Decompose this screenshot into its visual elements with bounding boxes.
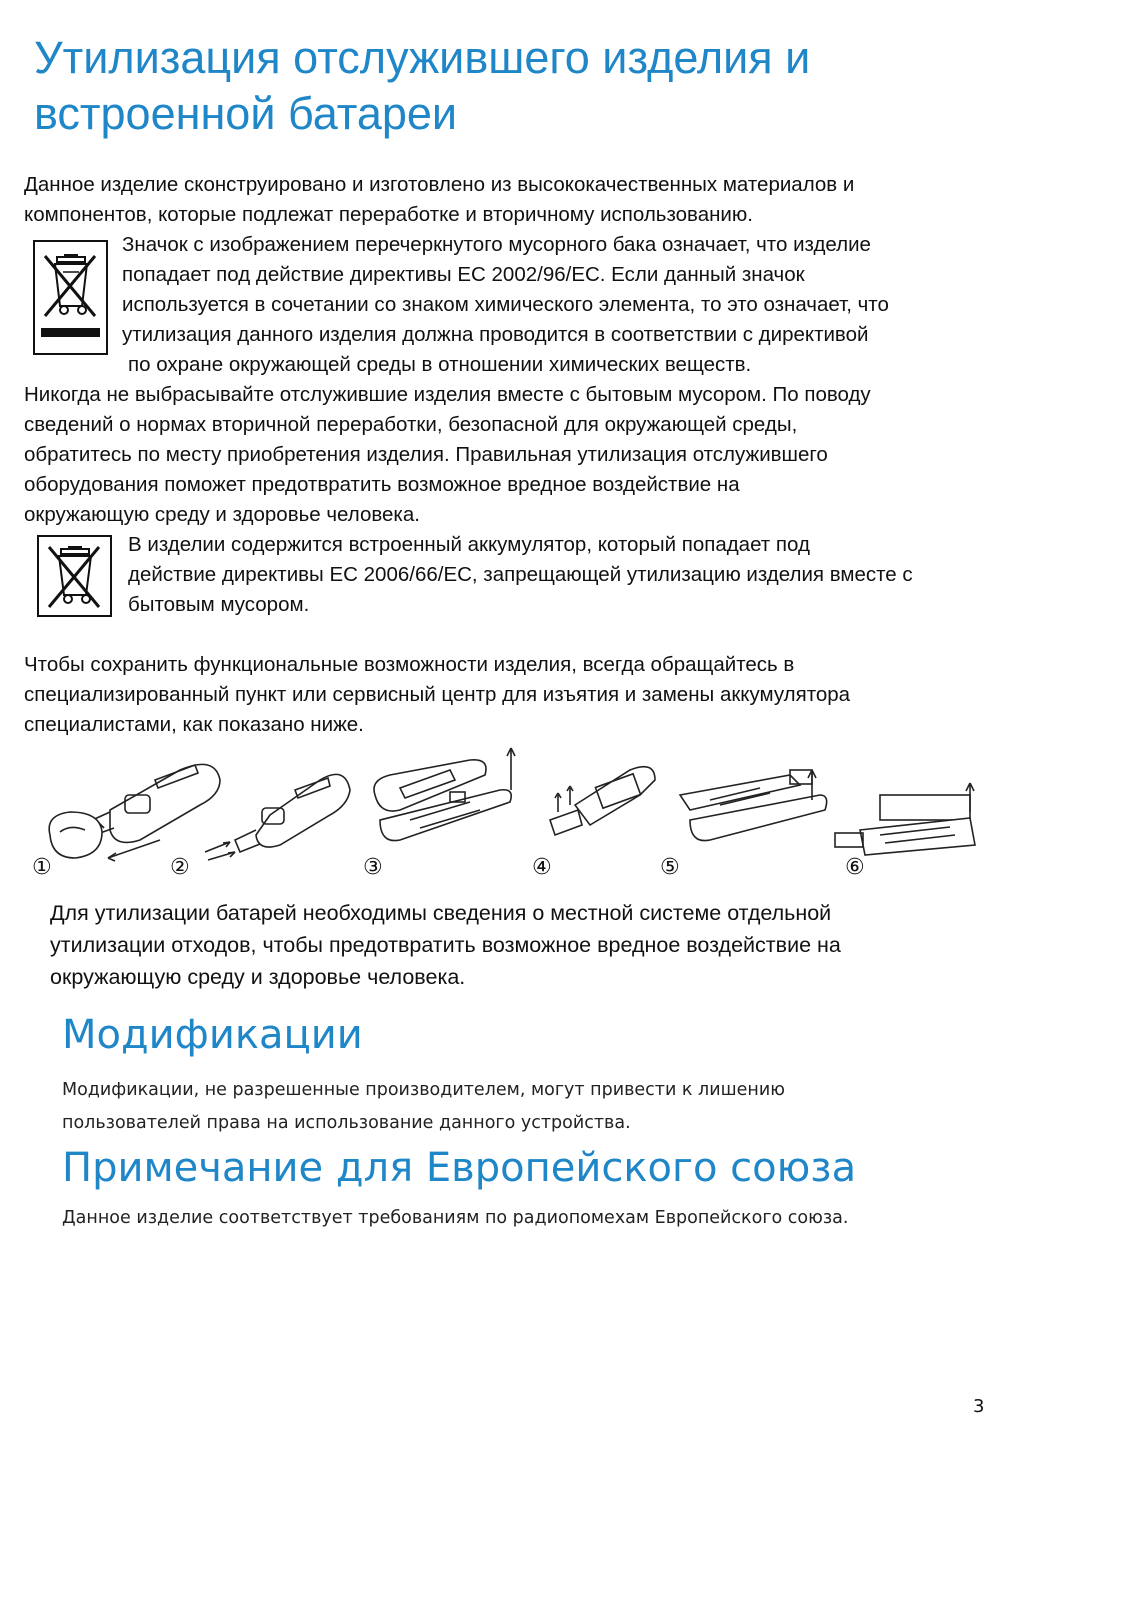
modifications-line-2: пользователей права на использование данного устройства. — [62, 1113, 631, 1133]
disposal-line-1: Никогда не выбрасывайте отслужившие изделия вместе с бытовым мусором. По поводу — [24, 383, 871, 406]
intro-line-2: компонентов, которые подлежат переработке и вторичному использованию. — [24, 203, 753, 226]
intro-paragraph — [24, 170, 854, 230]
step-number-2: ② — [170, 855, 190, 880]
step-number-5: ⑤ — [660, 855, 680, 880]
eu-heading: Примечание для Европейского союза — [62, 1145, 857, 1191]
local-disposal-paragraph — [50, 897, 841, 993]
title-line-2: встроенной батареи — [34, 88, 458, 139]
step-6-drawing — [835, 783, 975, 855]
service-line-1: Чтобы сохранить функциональные возможности изделия, всегда обращайтесь в — [24, 653, 795, 676]
disposal-line-5: окружающую среду и здоровье человека. — [24, 503, 420, 526]
disposal-line-2: сведений о нормах вторичной переработки, безопасной для окружающей среды, — [24, 413, 798, 436]
page-title — [34, 30, 1094, 142]
weee-line-4: утилизация данного изделия должна проводится в соответствии с директивой — [122, 323, 869, 346]
disposal-line-4: оборудования поможет предотвратить возможное вредное воздействие на — [24, 473, 740, 496]
service-line-3: специалистами, как показано ниже. — [24, 713, 364, 736]
local-line-3: окружающую среду и здоровье человека. — [50, 965, 466, 989]
step-2-drawing — [205, 774, 350, 860]
weee-line-2: попадает под действие директивы ЕС 2002/96/EC. Если данный значок — [122, 263, 805, 286]
step-4-drawing — [550, 767, 655, 835]
modifications-line-1: Модификации, не разрешенные производителем, могут привести к лишению — [62, 1080, 785, 1100]
eu-line-1: Данное изделие соответствует требованиям по радиопомехам Европейского союза. — [62, 1208, 849, 1228]
service-line-2: специализированный пункт или сервисный центр для изъятия и замены аккумулятора — [24, 683, 851, 706]
step-number-4: ④ — [532, 855, 552, 880]
step-number-3: ③ — [363, 855, 383, 880]
page-number: 3 — [973, 1396, 985, 1417]
step-1-drawing — [49, 764, 220, 861]
battery-paragraph — [128, 530, 913, 620]
modifications-heading: Модификации — [62, 1012, 363, 1058]
battery-line-3: бытовым мусором. — [128, 593, 310, 616]
local-line-1: Для утилизации батарей необходимы сведения о местной системе отдельной — [50, 901, 832, 925]
battery-line-1: В изделии содержится встроенный аккумулятор, который попадает под — [128, 533, 810, 556]
step-5-drawing — [680, 770, 827, 841]
step-number-6: ⑥ — [845, 855, 865, 880]
battery-bin-icon — [37, 535, 112, 617]
eu-paragraph — [62, 1202, 848, 1235]
intro-line-1: Данное изделие сконструировано и изготовлено из высококачественных материалов и — [24, 173, 855, 196]
disposal-paragraph — [24, 380, 871, 530]
title-line-1: Утилизация отслужившего изделия и — [34, 32, 811, 83]
service-paragraph — [24, 650, 850, 740]
weee-line-1: Значок с изображением перечеркнутого мусорного бака означает, что изделие — [122, 233, 871, 256]
weee-line-5: по охране окружающей среды в отношении химических веществ. — [128, 353, 752, 376]
weee-bin-icon — [33, 240, 108, 355]
weee-line-3: используется в сочетании со знаком химического элемента, то это означает, что — [122, 293, 889, 316]
disposal-line-3: обратитесь по месту приобретения изделия. Правильная утилизация отслужившего — [24, 443, 828, 466]
step-3-drawing — [374, 748, 515, 841]
local-line-2: утилизации отходов, чтобы предотвратить возможное вредное воздействие на — [50, 933, 841, 957]
weee-paragraph — [122, 230, 889, 380]
modifications-paragraph — [62, 1074, 785, 1140]
step-number-1: ① — [32, 855, 52, 880]
battery-line-2: действие директивы ЕС 2006/66/EC, запрещающей утилизацию изделия вместе с — [128, 563, 913, 586]
